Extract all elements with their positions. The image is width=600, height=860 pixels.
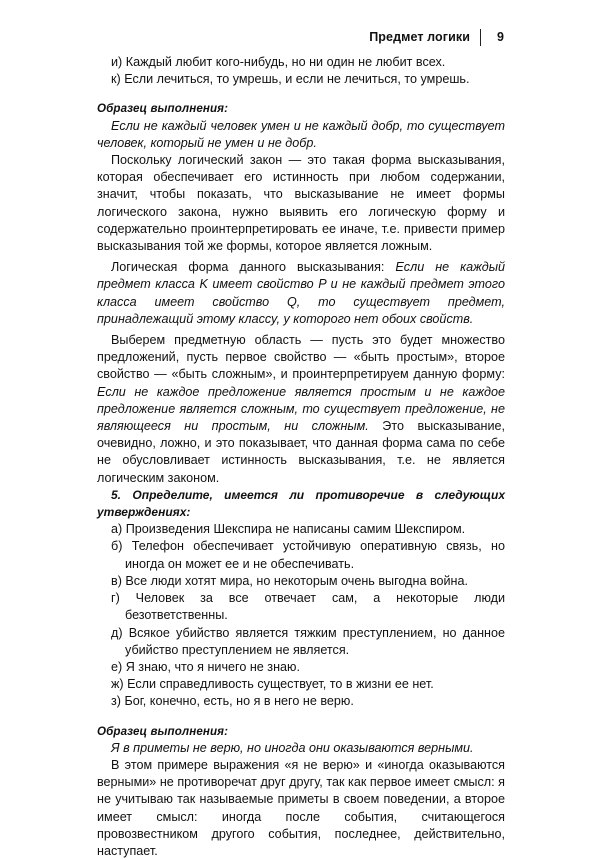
paragraph: Поскольку логический закон — это такая форма высказывания, которая обеспечивает его истинность при любом содержании, значит, чтобы показать, что высказывание не имеет формы логического закона, нужно выявить его логическую форму и содержательно проинтерпретировать ее иначе, т.е. привести пример высказывания той же формы, которое является ложным. — [97, 153, 505, 254]
page-number: 9 — [497, 30, 504, 44]
list-item: г) Человек за все отвечает сам, а некоторые люди безответственны. — [111, 591, 505, 623]
sample-heading: Образец выполнения: — [97, 724, 229, 738]
paragraph-italic-text: Если не каждое предложение является простым и не каждое предложение является сложным, то существует предложение, не являющееся ни простым, ни сложным. — [97, 384, 505, 434]
task-prompt: Определите, имеется ли противоречие в следующих утверждениях: — [97, 487, 505, 520]
task-number: 5. — [111, 487, 122, 502]
paragraph — [97, 332, 505, 487]
page-body — [97, 54, 505, 860]
list-item: а) Произведения Шекспира не написаны самим Шекспиром. — [111, 522, 466, 537]
list-item: е) Я знаю, что я ничего не знаю. — [111, 659, 300, 674]
list-item: д) Всякое убийство является тяжким преступлением, но данное убийство преступлением не является. — [111, 625, 505, 657]
paragraph: В этом примере выражения «я не верю» и «иногда оказываются верными» не противоречат друг другу, так как первое имеет смысл: я не учитываю так называемые приметы в своем поведении, а второе имеет смысл: иногда после события, считающегося провозвестником другого события, последнее, действительно, наступает. — [97, 757, 505, 858]
list-item: з) Бог, конечно, есть, но я в него не верю. — [111, 694, 354, 709]
sample-answer: Я в приметы не верю, но иногда они оказываются верными. — [111, 740, 474, 755]
task-heading — [97, 487, 505, 521]
sample-answer: Если не каждый человек умен и не каждый добр, то существует человек, который не умен и не добр. — [97, 118, 505, 150]
paragraph-italic-text: Если не каждый предмет класса K имеет свойство P и не каждый предмет этого класса имеет свойство Q, то существует предмет, принадлежащий этому классу, у которого нет обоих свойств. — [97, 260, 505, 326]
sample-heading: Образец выполнения: — [97, 102, 229, 116]
list-item: б) Телефон обеспечивает устойчивую оперативную связь, но иногда он может ее и не обеспечивать. — [111, 539, 505, 571]
paragraph-text: Логическая форма данного высказывания: — [111, 260, 396, 275]
list-item: и) Каждый любит кого-нибудь, но ни один не любит всех. — [111, 55, 446, 69]
list-item: ж) Если справедливость существует, то в жизни ее нет. — [111, 677, 434, 692]
list-item: в) Все люди хотят мира, но некоторым очень выгодна война. — [111, 573, 469, 588]
paragraph — [97, 259, 505, 328]
paragraph-text: Выберем предметную область — пусть это будет множество предложений, пусть первое свойство — «быть простым», второе свойство — «быть сложным», и проинтерпретируем данную форму: — [97, 333, 505, 382]
header-separator — [480, 29, 482, 46]
paragraph-text: Это высказывание, очевидно, ложно, и это показывает, что данная форма сама по себе не обусловливает истинность высказывания, т.е. не является логическим законом. — [97, 419, 506, 485]
running-header — [96, 30, 504, 48]
list-item: к) Если лечиться, то умрешь, и если не лечиться, то умрешь. — [111, 72, 470, 87]
running-header-title: Предмет логики — [369, 30, 470, 44]
